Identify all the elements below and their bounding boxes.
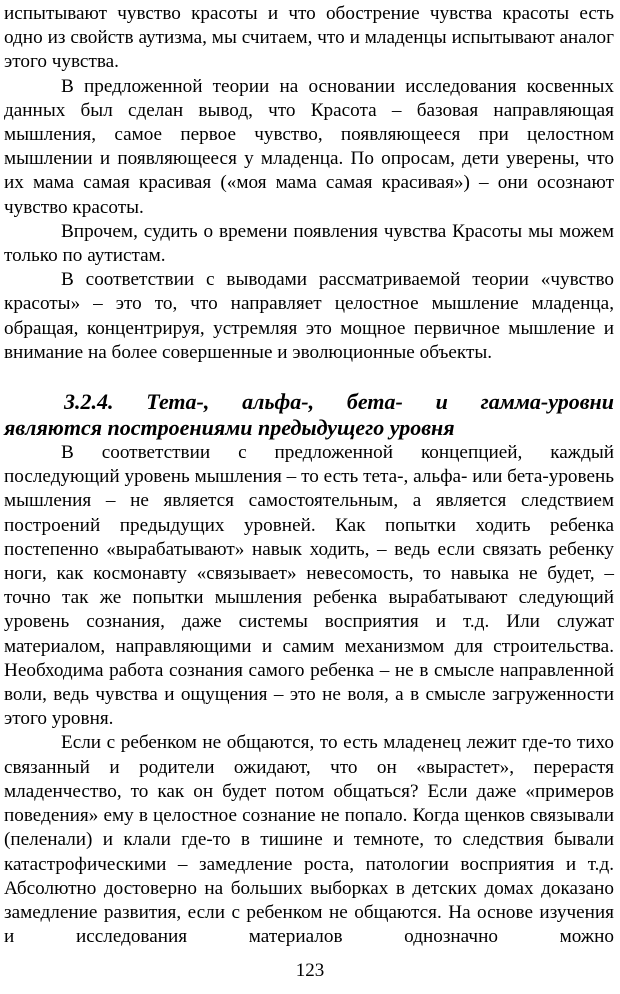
paragraph-continuation: испытывают чувство красоты и что обострение чувства красоты есть одно из свойств аутизма, мы считаем, что и младенцы испытывают аналог этого чувства. bbox=[4, 3, 614, 73]
paragraph-beauty-theory: В предложенной теории на основании исследования косвенных данных был сделан вывод, что Красота – базовая направляющая мышления, самое первое чувство, появляющееся при целостном мышлении и появляющееся у младенца. По опросам, дети уверены, что их мама самая красивая («моя мама самая красивая») – они осознают чувство красоты. bbox=[4, 75, 614, 218]
paragraph-levels-concept: В соответствии с предложенной концепцией, каждый последующий уровень мышления – то есть тета-, альфа- или бета-уровень мышления – не является самостоятельным, а является следствием построений предыдущих уровней. Как попытки ходить ребенка постепенно «вырабатывают» навык ходить, – ведь если связать ребенку ноги, как космонавту «связывает» невесомость, то навыка не будет, – точно так же попытки мышления ребенка вырабатывают следующий уровень сознания, даже системы восприятия и т.д. Или служат материалом, направляющими и самим механизмом для строительства. Необходима работа сознания самого ребенка – не в смысле направленной воли, ведь чувства и ощущения – это не воля, а в смысле загруженности этого уровня. bbox=[4, 442, 614, 730]
section-heading bbox=[4, 389, 614, 441]
paragraph-sense-of-beauty: В соответствии с выводами рассматриваемой теории «чувство красоты» – это то, что направляет целостное мышление младенца, обращая, концентрируя, устремляя это мощное первичное мышление и внимание на более совершенные и эволюционные объекты. bbox=[4, 269, 614, 363]
section-heading-line-2: являются построениями предыдущего уровня bbox=[4, 415, 455, 441]
section-heading-line-1: 3.2.4. Тета-, альфа-, бета- и гамма-уровни bbox=[64, 389, 614, 415]
page-number: 123 bbox=[295, 960, 325, 981]
paragraph-autists: Впрочем, судить о времени появления чувства Красоты мы можем только по аутистам. bbox=[4, 220, 614, 267]
paragraph-communication: Если с ребенком не общаются, то есть младенец лежит где-то тихо связанный и родители ожидают, что он «вырастет», перерастя младенчество, то как он будет потом общаться? Если даже «примеров поведения» ему в целостное сознание не попало. Когда щенков связывали (пеленали) и клали где-то в тишине и темноте, то следствия бывали катастрофическими – замедление роста, патологии восприятия и т.д. Абсолютно достоверно на больших выборках в детских домах доказано замедление развития, если с ребенком не общаются. На основе изучения и исследования материалов однозначно можно bbox=[4, 732, 614, 948]
